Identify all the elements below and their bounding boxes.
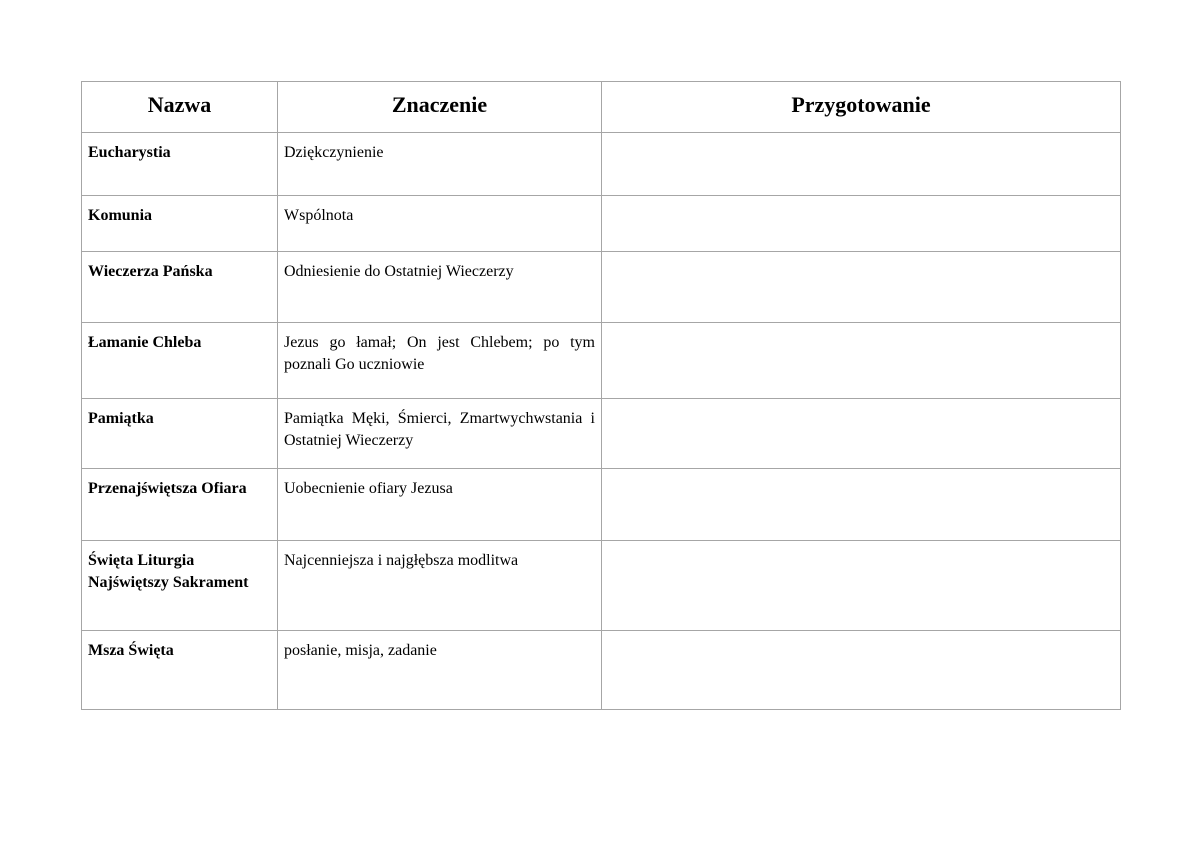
name-cell bbox=[82, 541, 278, 631]
preparation-text bbox=[602, 133, 1120, 142]
preparation-cell bbox=[602, 631, 1121, 710]
meaning-text: Dziękczynienie bbox=[284, 144, 384, 161]
meaning-text: Odniesienie do Ostatniej Wieczerzy bbox=[284, 263, 514, 280]
preparation-cell bbox=[602, 469, 1121, 541]
preparation-cell bbox=[602, 252, 1121, 323]
meaning-text: posłanie, misja, zadanie bbox=[284, 642, 437, 659]
table-row bbox=[82, 399, 1121, 469]
name-cell bbox=[82, 323, 278, 399]
meaning-text: Uobecnienie ofiary Jezusa bbox=[284, 480, 453, 497]
name-text: Pamiątka bbox=[88, 410, 154, 427]
preparation-text bbox=[602, 541, 1120, 550]
name-cell bbox=[82, 133, 278, 196]
meaning-cell bbox=[278, 631, 602, 710]
name-cell bbox=[82, 399, 278, 469]
name-text: Eucharystia bbox=[88, 144, 171, 161]
table-row bbox=[82, 469, 1121, 541]
preparation-cell bbox=[602, 133, 1121, 196]
table-row bbox=[82, 541, 1121, 631]
preparation-text bbox=[602, 196, 1120, 205]
header-preparation: Przygotowanie bbox=[602, 82, 1121, 133]
preparation-text bbox=[602, 252, 1120, 261]
preparation-cell bbox=[602, 323, 1121, 399]
meaning-cell bbox=[278, 323, 602, 399]
name-cell bbox=[82, 469, 278, 541]
preparation-text bbox=[602, 399, 1120, 408]
name-text: Komunia bbox=[88, 207, 153, 224]
meaning-cell bbox=[278, 133, 602, 196]
preparation-cell bbox=[602, 399, 1121, 469]
table-header-row bbox=[82, 82, 1121, 133]
header-meaning: Znaczenie bbox=[278, 82, 602, 133]
meaning-cell bbox=[278, 399, 602, 469]
meaning-cell bbox=[278, 469, 602, 541]
preparation-cell bbox=[602, 196, 1121, 252]
meaning-cell bbox=[278, 196, 602, 252]
meaning-text: Pamiątka Męki, Śmierci, Zmartwychwstania i Ostatniej Wieczerzy bbox=[284, 410, 595, 449]
name-cell bbox=[82, 631, 278, 710]
table-row bbox=[82, 196, 1121, 252]
meaning-cell bbox=[278, 541, 602, 631]
preparation-cell bbox=[602, 541, 1121, 631]
name-text: Wieczerza Pańska bbox=[88, 263, 213, 280]
meaning-text: Wspólnota bbox=[284, 207, 354, 224]
name-text: Przenajświętsza Ofiara bbox=[88, 480, 247, 497]
eucharist-names-table bbox=[81, 81, 1121, 710]
name-text: Najświętszy Sakrament bbox=[88, 574, 249, 591]
preparation-text bbox=[602, 469, 1120, 478]
header-name: Nazwa bbox=[82, 82, 278, 133]
table-row bbox=[82, 631, 1121, 710]
table-row bbox=[82, 252, 1121, 323]
meaning-cell bbox=[278, 252, 602, 323]
name-text: Łamanie Chleba bbox=[88, 334, 202, 351]
table-row bbox=[82, 323, 1121, 399]
preparation-text bbox=[602, 631, 1120, 640]
name-text: Święta Liturgia bbox=[88, 552, 195, 569]
preparation-text bbox=[602, 323, 1120, 332]
name-text: Msza Święta bbox=[88, 642, 174, 659]
meaning-text: Najcenniejsza i najgłębsza modlitwa bbox=[284, 552, 519, 569]
name-cell bbox=[82, 196, 278, 252]
meaning-text: Jezus go łamał; On jest Chlebem; po tym poznali Go uczniowie bbox=[284, 334, 595, 373]
name-cell bbox=[82, 252, 278, 323]
table-row bbox=[82, 133, 1121, 196]
